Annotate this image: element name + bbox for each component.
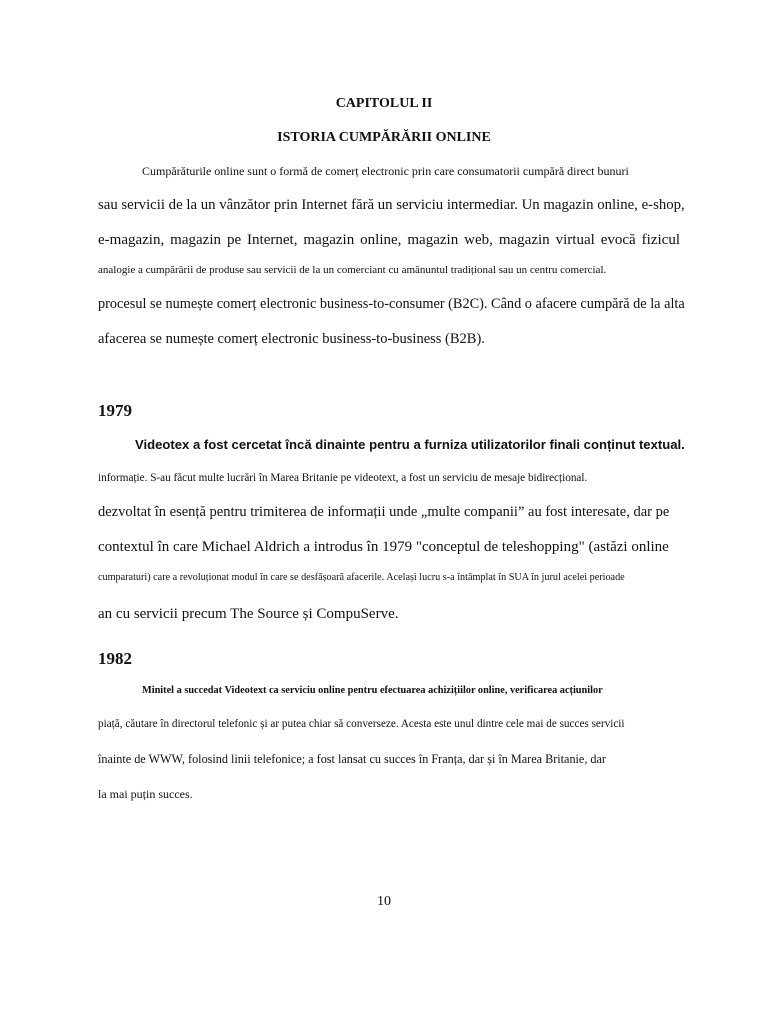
intro-line: procesul se numește comerț electronic business-to-consumer (B2C). Când o afacere cumpără de la alta bbox=[98, 296, 685, 312]
intro-line: sau servicii de la un vânzător prin Internet fără un serviciu intermediar. Un magazin online, e-shop, bbox=[98, 197, 685, 213]
section-heading-1979: 1979 bbox=[98, 401, 132, 420]
section-1982-line: Minitel a succedat Videotext ca serviciu online pentru efectuarea achizițiilor online, verificarea acțiunilor bbox=[142, 685, 603, 696]
section-1982-line: la mai puțin succes. bbox=[98, 787, 193, 801]
page-number: 10 bbox=[377, 894, 391, 909]
intro-line: analogie a cumpărării de produse sau servicii de la un comerciant cu amănuntul tradițional sau un centru comercial. bbox=[98, 264, 607, 276]
section-1982-line: înainte de WWW, folosind linii telefonice; a fost lansat cu succes în Franța, dar și în Marea Britanie, dar bbox=[98, 752, 606, 766]
section-1979-line: informație. S-au făcut multe lucrări în Marea Britanie pe videotext, a fost un serviciu de mesaje bidirecțional. bbox=[98, 472, 588, 484]
chapter-title: ISTORIA CUMPĂRĂRII ONLINE bbox=[277, 130, 491, 145]
section-1982-line: piață, căutare în directorul telefonic și ar putea chiar să converseze. Acesta este unul dintre cele mai de succes servicii bbox=[98, 718, 625, 730]
intro-line: e-magazin, magazin pe Internet, magazin online, magazin web, magazin virtual evocă fizicul bbox=[98, 232, 680, 248]
intro-line: Cumpărăturile online sunt o formă de comerț electronic prin care consumatorii cumpără direct bunuri bbox=[142, 164, 629, 178]
intro-line: afacerea se numește comerț electronic business-to-business (B2B). bbox=[98, 331, 485, 347]
chapter-number: CAPITOLUL II bbox=[335, 96, 433, 111]
section-1979-line: cumparaturi) care a revoluționat modul în care se desfășoară afacerile. Același lucru s-a întâmplat în SUA în jurul acelei perioade bbox=[98, 572, 625, 583]
section-1979-line: Videotex a fost cercetat încă dinainte pentru a furniza utilizatorilor finali conținut textual. bbox=[135, 437, 685, 452]
section-1979-line: an cu servicii precum The Source și CompuServe. bbox=[98, 606, 399, 622]
section-1979-line: dezvoltat în esență pentru trimiterea de informații unde „multe companii” au fost interesate, dar pe bbox=[98, 504, 670, 520]
section-1979-line: contextul în care Michael Aldrich a introdus în 1979 "conceptul de teleshopping" (astăzi online bbox=[98, 539, 669, 555]
section-heading-1982: 1982 bbox=[98, 649, 132, 668]
